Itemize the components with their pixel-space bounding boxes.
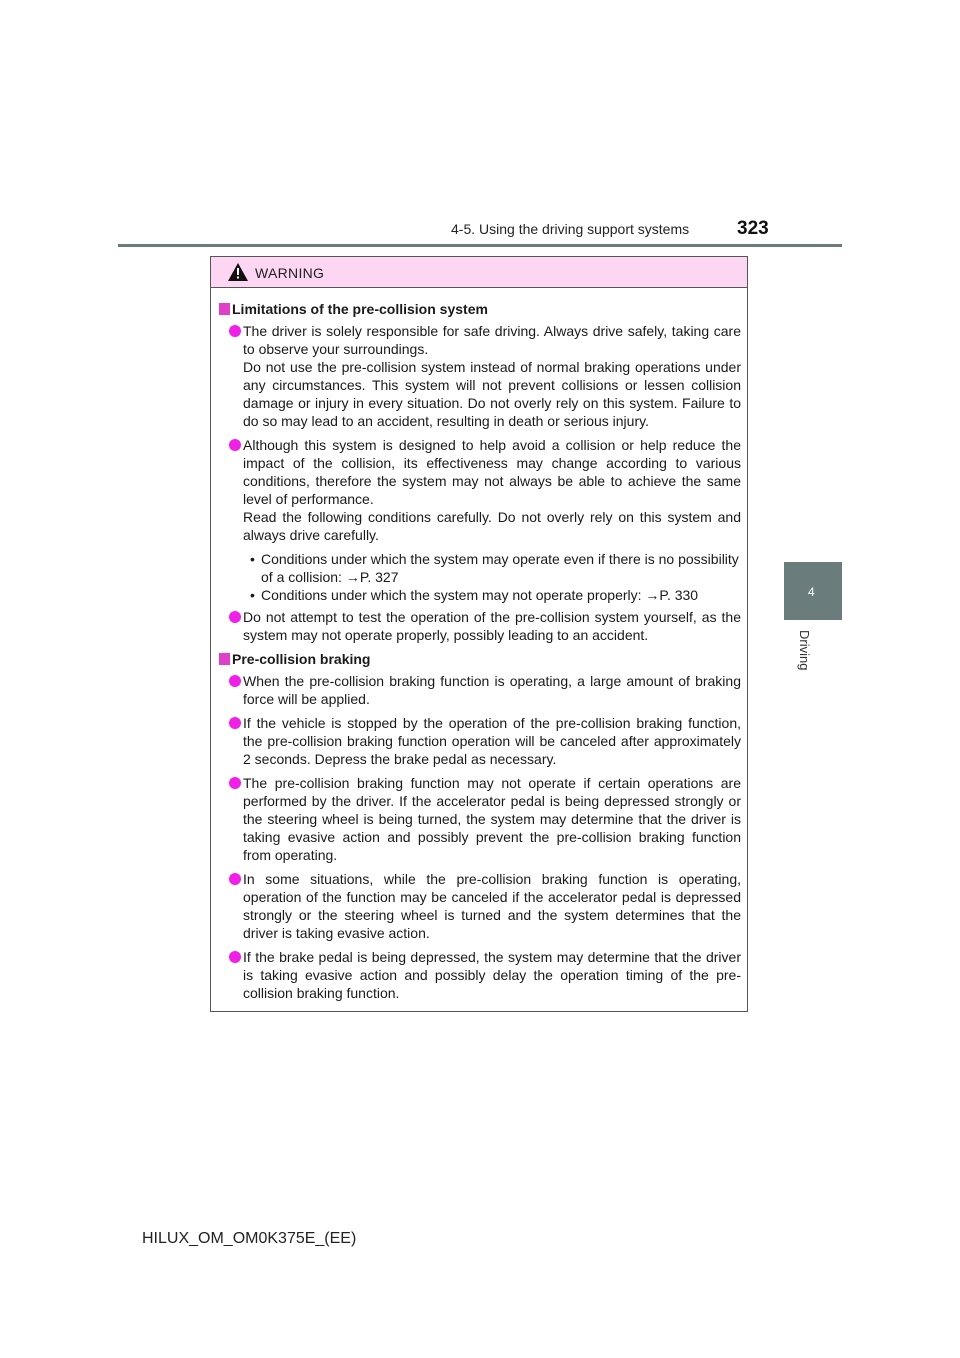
bullet-text: Do not attempt to test the operation of the pre-collision system yourself, as the system may not operate properly, possibly leading to an accident. — [243, 609, 741, 643]
sub-item-text: Conditions under which the system may not operate properly: →P. 330 — [261, 587, 699, 603]
sub-item — [217, 550, 741, 586]
bullet-text: Although this system is designed to help avoid a collision or help reduce the impact of the collision, its effectiveness may change according to various conditions, therefore the system may not always be able to achieve the same level of performance. — [243, 437, 741, 507]
bullet-dot-icon — [229, 717, 241, 729]
bullet-dot-icon — [229, 325, 241, 337]
bullet-dot-icon — [229, 611, 241, 623]
bullet-text: When the pre-collision braking function is operating, a large amount of braking force will be applied. — [243, 673, 741, 707]
bullet-item — [217, 948, 741, 1002]
warning-label: WARNING — [255, 265, 325, 281]
sub-bullet-icon: • — [250, 551, 255, 567]
bullet-dot-icon — [229, 439, 241, 451]
header-rule — [118, 244, 842, 247]
warning-triangle-icon — [228, 263, 248, 281]
chapter-label: Driving — [797, 630, 812, 671]
bullet-item — [217, 774, 741, 864]
chapter-tab[interactable] — [784, 562, 842, 620]
sub-item-text: Conditions under which the system may operate even if there is no possibility of a collision: →P. 327 — [261, 551, 739, 585]
bullet-item — [217, 870, 741, 942]
bullet-text: Read the following conditions carefully. Do not overly rely on this system and always drive carefully. — [243, 509, 741, 543]
bullet-text: The pre-collision braking function may not operate if certain operations are performed by the driver. If the accelerator pedal is being depressed strongly or the steering wheel is being turned, the system may determine that the driver is taking evasive action and possibly prevent the pre-collision braking function from operating. — [243, 775, 741, 863]
bullet-item — [217, 608, 741, 644]
bullet-item — [217, 672, 741, 708]
chapter-number: 4 — [808, 585, 815, 599]
section-heading: Pre-collision braking — [217, 650, 741, 668]
bullet-text: The driver is solely responsible for safe driving. Always drive safely, taking care to observe your surroundings. — [243, 323, 741, 357]
header-section-title: 4-5. Using the driving support systems — [451, 221, 690, 237]
bullet-text: If the vehicle is stopped by the operation of the pre-collision braking function, the pre-collision braking function operation will be canceled after approximately 2 seconds. Depress the brake pedal as necessary. — [243, 715, 741, 767]
bullet-text: In some situations, while the pre-collision braking function is operating, operation of the function may be canceled if the accelerator pedal is depressed strongly or the steering wheel is turned and the system determines that the driver is taking evasive action. — [243, 871, 741, 941]
bullet-item — [217, 436, 741, 544]
bullet-text: Do not use the pre-collision system instead of normal braking operations under any circumstances. This system will not prevent collisions or lessen collision damage or injury in every situation. Do not overly rely on this system. Failure to do so may lead to an accident, resulting in death or serious injury. — [243, 359, 741, 429]
warning-header — [211, 257, 747, 288]
warning-box — [210, 256, 748, 1012]
bullet-dot-icon — [229, 951, 241, 963]
section-heading: Limitations of the pre-collision system — [217, 300, 741, 318]
bullet-item — [217, 322, 741, 430]
sub-bullet-icon: • — [250, 587, 255, 603]
bullet-dot-icon — [229, 675, 241, 687]
bullet-item — [217, 714, 741, 768]
bullet-text: If the brake pedal is being depressed, the system may determine that the driver is taking evasive action and possibly delay the operation timing of the pre-collision braking function. — [243, 949, 741, 1001]
warning-content — [211, 288, 747, 1008]
bullet-dot-icon — [229, 873, 241, 885]
bullet-dot-icon — [229, 777, 241, 789]
sub-item — [217, 586, 741, 604]
page-number: 323 — [737, 218, 769, 239]
document-code: HILUX_OM_OM0K375E_(EE) — [142, 1230, 357, 1247]
